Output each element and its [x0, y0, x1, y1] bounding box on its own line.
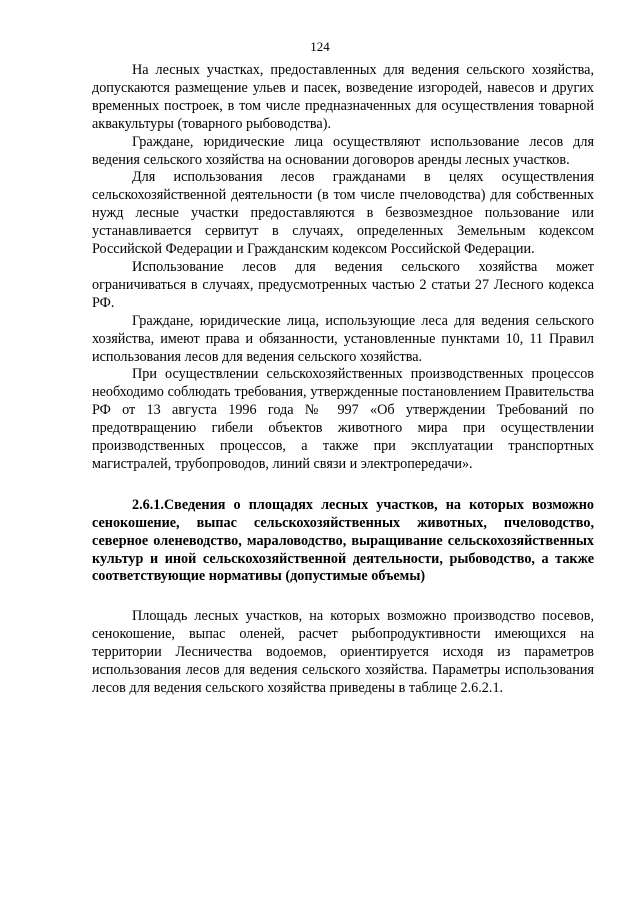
page-body: [92, 62, 594, 698]
page-number: 124: [310, 39, 330, 54]
paragraph-area-parameters: Площадь лесных участков, на которых возможно производство посевов, сенокошение, выпас оленей, расчет рыбопродуктивности имеющихся на территории Лесничества водоемов, ориентируется исходя из параметров использования лесов для ведения сельского хозяйства. Параметры использования лесов для ведения сельского хозяйства приведены в таблице 2.6.2.1.: [92, 608, 594, 696]
paragraph-rights-obligations: Граждане, юридические лица, использующие леса для ведения сельского хозяйства, имеют права и обязанности, установленные пунктами 10, 11 Правил использования лесов для ведения сельского хозяйства.: [92, 312, 594, 365]
paragraph-production-requirements: При осуществлении сельскохозяйственных производственных процессов необходимо соблюдать требования, утвержденные постановлением Правительства РФ от 13 августа 1996 года № 997 «Об утверждении Требований по предотвращению гибели объектов животного мира при осуществлении производственных процессов, а также при эксплуатации транспортных магистралей, трубопроводов, линий связи и электропередачи».: [92, 366, 594, 472]
paragraph-use-restrictions: Использование лесов для ведения сельского хозяйства может ограничиваться в случаях, предусмотренных частью 2 статьи 27 Лесного кодекса РФ.: [92, 258, 594, 311]
section-heading: 2.6.1.Сведения о площадях лесных участков, на которых возможно сенокошение, выпас сельскохозяйственных животных, пчеловодство, северное оленеводство, мараловодство, выращивание сельскохозяйственных культур и иной сельскохозяйственной деятельности, рыбоводство, а также соответствующие нормативы (допустимые объемы): [92, 496, 594, 585]
paragraph-lease-agreements: Граждане, юридические лица осуществляют использование лесов для ведения сельского хозяйства на основании договоров аренды лесных участков.: [92, 133, 594, 168]
paragraph-free-use-servitude: Для использования лесов гражданами в целях осуществления сельскохозяйственной деятельности (в том числе пчеловодства) для собственных нужд лесные участки предоставляются в безвозмездное пользование или устанавливается сервитут в случаях, определенных Земельным кодексом Российской Федерации и Гражданским кодексом Российской Федерации.: [92, 169, 594, 258]
paragraph-beekeeping-structures: На лесных участках, предоставленных для ведения сельского хозяйства, допускаются размещение ульев и пасек, возведение изгородей, навесов и других временных построек, в том числе предназначенных для осуществления товарной аквакультуры (товарного рыбоводства).: [92, 62, 594, 132]
